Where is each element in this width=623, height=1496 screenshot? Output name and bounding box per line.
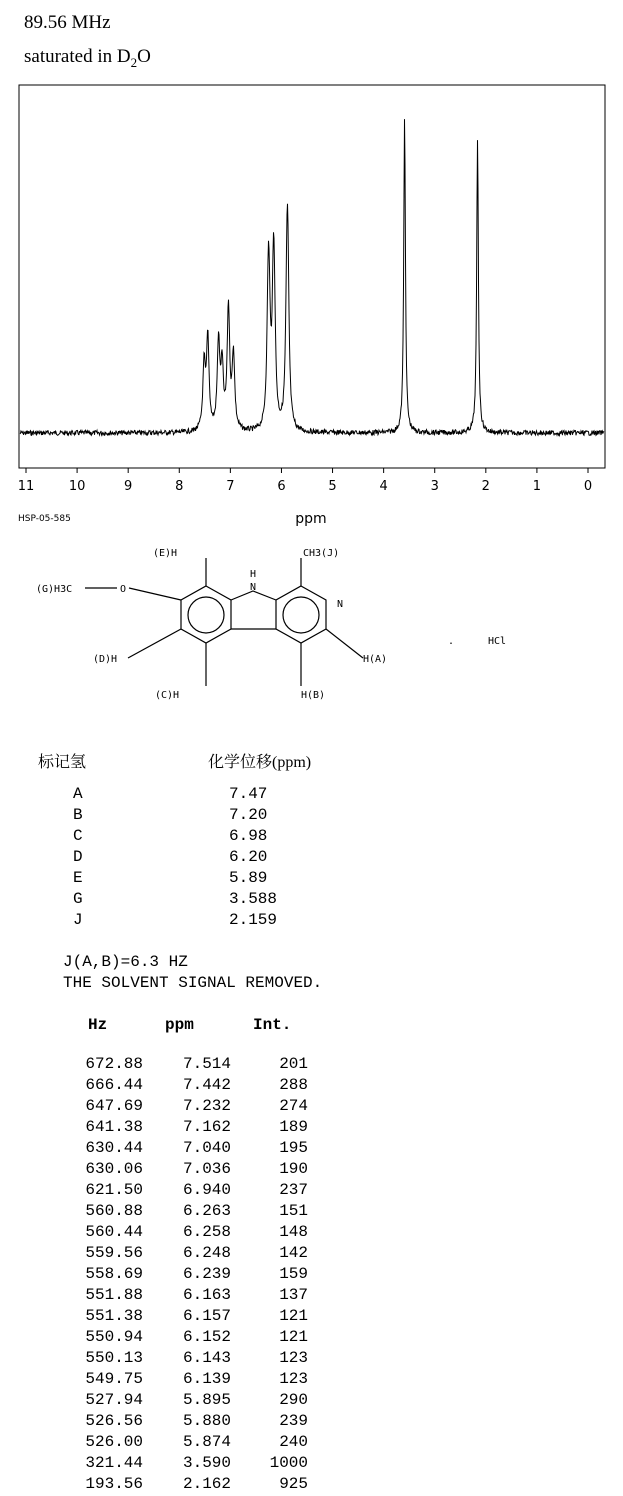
peak-int: 195 (279, 1139, 308, 1157)
x-tick-label: 5 (328, 479, 337, 494)
peak-row (50, 1286, 330, 1307)
peak-int: 121 (279, 1328, 308, 1346)
peak-row (50, 1454, 330, 1475)
peak-row (50, 1097, 330, 1118)
peak-hz: 526.56 (85, 1412, 143, 1430)
label-nh-n: N (249, 582, 257, 593)
nmr-spectrum-chart (0, 80, 623, 530)
peak-hz: 526.00 (85, 1433, 143, 1451)
molecular-structure (25, 536, 545, 706)
peak-row (50, 1391, 330, 1412)
assignment-col-label-header: 标记氢 (38, 754, 87, 771)
x-tick-label: 11 (17, 479, 35, 494)
peak-row (50, 1475, 330, 1496)
assignment-shift: 7.20 (229, 806, 268, 824)
peak-hz: 551.38 (85, 1307, 143, 1325)
peak-hz: 550.94 (85, 1328, 143, 1346)
label-oxygen: O (119, 584, 127, 595)
assignment-shift: 6.98 (229, 827, 268, 845)
peak-int: 148 (279, 1223, 308, 1241)
assignment-shift: 3.588 (229, 890, 278, 908)
assignment-row (73, 827, 333, 848)
peak-col-ppm-header: ppm (165, 1016, 194, 1034)
peak-row (50, 1370, 330, 1391)
label-hcl: HCl (488, 636, 507, 647)
assignment-label: C (73, 827, 83, 845)
assignment-label: J (73, 911, 83, 929)
label-e-h: (E)H (153, 548, 178, 559)
peak-hz: 558.69 (85, 1265, 143, 1283)
peak-int: 201 (279, 1055, 308, 1073)
peak-int: 1000 (269, 1454, 308, 1472)
spectrometer-frequency: 89.56 MHz (24, 12, 111, 33)
assignment-row (73, 890, 333, 911)
peak-row (50, 1076, 330, 1097)
coupling-note: J(A,B)=6.3 HZ (63, 953, 188, 971)
peak-int: 290 (279, 1391, 308, 1409)
peak-hz: 641.38 (85, 1118, 143, 1136)
peak-row (50, 1349, 330, 1370)
plot-frame (19, 85, 605, 468)
peak-hz: 672.88 (85, 1055, 143, 1073)
peak-int: 288 (279, 1076, 308, 1094)
peak-hz: 559.56 (85, 1244, 143, 1262)
peak-ppm: 7.232 (182, 1097, 231, 1115)
label-nh-h: H (249, 569, 257, 580)
peak-hz: 560.88 (85, 1202, 143, 1220)
label-ch3-j: CH3(J) (303, 548, 340, 559)
peak-row (50, 1412, 330, 1433)
x-tick-label: 2 (481, 479, 490, 494)
x-axis-ticks (26, 468, 588, 473)
assignment-label: A (73, 785, 83, 803)
peak-col-int-header: Int. (253, 1016, 292, 1034)
bond-to-oxygen (129, 588, 181, 600)
peak-ppm: 2.162 (182, 1475, 231, 1493)
peak-row (50, 1244, 330, 1265)
assignment-col-shift-header: 化学位移(ppm) (208, 754, 312, 771)
assignment-row (73, 848, 333, 869)
x-tick-label: 7 (226, 479, 235, 494)
x-tick-label: 9 (124, 479, 133, 494)
peak-int: 123 (279, 1349, 308, 1367)
x-tick-label: 1 (532, 479, 542, 494)
peak-row (50, 1265, 330, 1286)
peak-hz: 550.13 (85, 1349, 143, 1367)
assignment-shift: 2.159 (229, 911, 278, 929)
x-tick-label: 3 (430, 479, 439, 494)
peak-int: 159 (279, 1265, 308, 1283)
bond-to-hd (128, 629, 181, 658)
peak-hz: 647.69 (85, 1097, 143, 1115)
peak-row (50, 1055, 330, 1076)
peak-row (50, 1160, 330, 1181)
peak-ppm: 6.152 (182, 1328, 231, 1346)
peak-ppm: 6.157 (182, 1307, 231, 1325)
peak-int: 240 (279, 1433, 308, 1451)
peak-ppm: 6.143 (182, 1349, 231, 1367)
assignment-shift: 5.89 (229, 869, 268, 887)
assignment-row (73, 911, 333, 932)
peak-ppm: 5.895 (182, 1391, 231, 1409)
spectrum-trace (20, 119, 604, 435)
sample-code: HSP-05-585 (18, 514, 71, 524)
x-tick-label: 4 (379, 479, 388, 494)
peak-int: 189 (279, 1118, 308, 1136)
peak-ppm: 3.590 (182, 1454, 231, 1472)
peak-row (50, 1433, 330, 1454)
peak-hz: 549.75 (85, 1370, 143, 1388)
peak-ppm: 6.139 (182, 1370, 231, 1388)
peak-ppm: 5.880 (182, 1412, 231, 1430)
peak-ppm: 6.163 (182, 1286, 231, 1304)
peak-row (50, 1223, 330, 1244)
peak-hz: 666.44 (85, 1076, 143, 1094)
assignment-row (73, 785, 333, 806)
solvent-label (24, 46, 151, 71)
x-axis-label: ppm (295, 511, 327, 527)
x-tick-label: 8 (175, 479, 184, 494)
peak-hz: 193.56 (85, 1475, 143, 1493)
solvent-suffix: O (137, 46, 151, 67)
peak-row (50, 1307, 330, 1328)
peak-col-hz-header: Hz (88, 1016, 108, 1034)
peak-ppm: 7.036 (182, 1160, 231, 1178)
peak-ppm: 7.040 (182, 1139, 231, 1157)
x-tick-label: 10 (68, 479, 86, 494)
assignment-label: E (73, 869, 83, 887)
peak-row (50, 1328, 330, 1349)
assignment-shift: 6.20 (229, 848, 268, 866)
label-ring-n: N (337, 599, 344, 610)
label-b-h: H(B) (301, 690, 326, 701)
assignment-label: B (73, 806, 83, 824)
peak-ppm: 5.874 (182, 1433, 231, 1451)
benzene-aromatic-circle (188, 597, 224, 633)
peak-int: 925 (279, 1475, 308, 1493)
assignment-row (73, 806, 333, 827)
peak-hz: 621.50 (85, 1181, 143, 1199)
peak-int: 142 (279, 1244, 308, 1262)
solvent-note: THE SOLVENT SIGNAL REMOVED. (63, 974, 323, 992)
label-d-h: (D)H (93, 654, 118, 665)
solvent-subscript: 2 (130, 54, 138, 70)
peak-int: 239 (279, 1412, 308, 1430)
peak-ppm: 7.442 (182, 1076, 231, 1094)
peak-ppm: 7.162 (182, 1118, 231, 1136)
x-axis-tick-labels (18, 479, 592, 494)
x-tick-label: 6 (277, 479, 286, 494)
x-tick-label: 0 (583, 479, 593, 494)
pyridine-aromatic-circle (283, 597, 319, 633)
peak-row (50, 1202, 330, 1223)
bond-to-ha (326, 629, 363, 658)
peak-hz: 630.44 (85, 1139, 143, 1157)
peak-ppm: 6.239 (182, 1265, 231, 1283)
peak-hz: 527.94 (85, 1391, 143, 1409)
peak-ppm: 6.263 (182, 1202, 231, 1220)
peak-hz: 321.44 (85, 1454, 143, 1472)
peak-int: 274 (279, 1097, 308, 1115)
peak-ppm: 7.514 (182, 1055, 231, 1073)
assignment-row (73, 869, 333, 890)
structure-bonds (85, 558, 363, 686)
peak-hz: 560.44 (85, 1223, 143, 1241)
label-c-h: (C)H (155, 690, 180, 701)
peak-row (50, 1118, 330, 1139)
peak-int: 237 (279, 1181, 308, 1199)
peak-int: 190 (279, 1160, 308, 1178)
peak-ppm: 6.248 (182, 1244, 231, 1262)
peak-ppm: 6.258 (182, 1223, 231, 1241)
peak-hz: 551.88 (85, 1286, 143, 1304)
assignment-label: G (73, 890, 83, 908)
label-a-h: H(A) (363, 654, 388, 665)
peak-row (50, 1139, 330, 1160)
solvent-prefix: saturated in D (24, 46, 131, 67)
peak-int: 151 (279, 1202, 308, 1220)
label-g-h3c: (G)H3C (36, 584, 73, 595)
peak-row (50, 1181, 330, 1202)
assignment-label: D (73, 848, 83, 866)
peak-int: 123 (279, 1370, 308, 1388)
assignment-shift: 7.47 (229, 785, 268, 803)
structure-labels (36, 548, 506, 701)
label-salt-dot: . (448, 636, 455, 647)
peak-int: 137 (279, 1286, 308, 1304)
peak-hz: 630.06 (85, 1160, 143, 1178)
peak-ppm: 6.940 (182, 1181, 231, 1199)
peak-int: 121 (279, 1307, 308, 1325)
